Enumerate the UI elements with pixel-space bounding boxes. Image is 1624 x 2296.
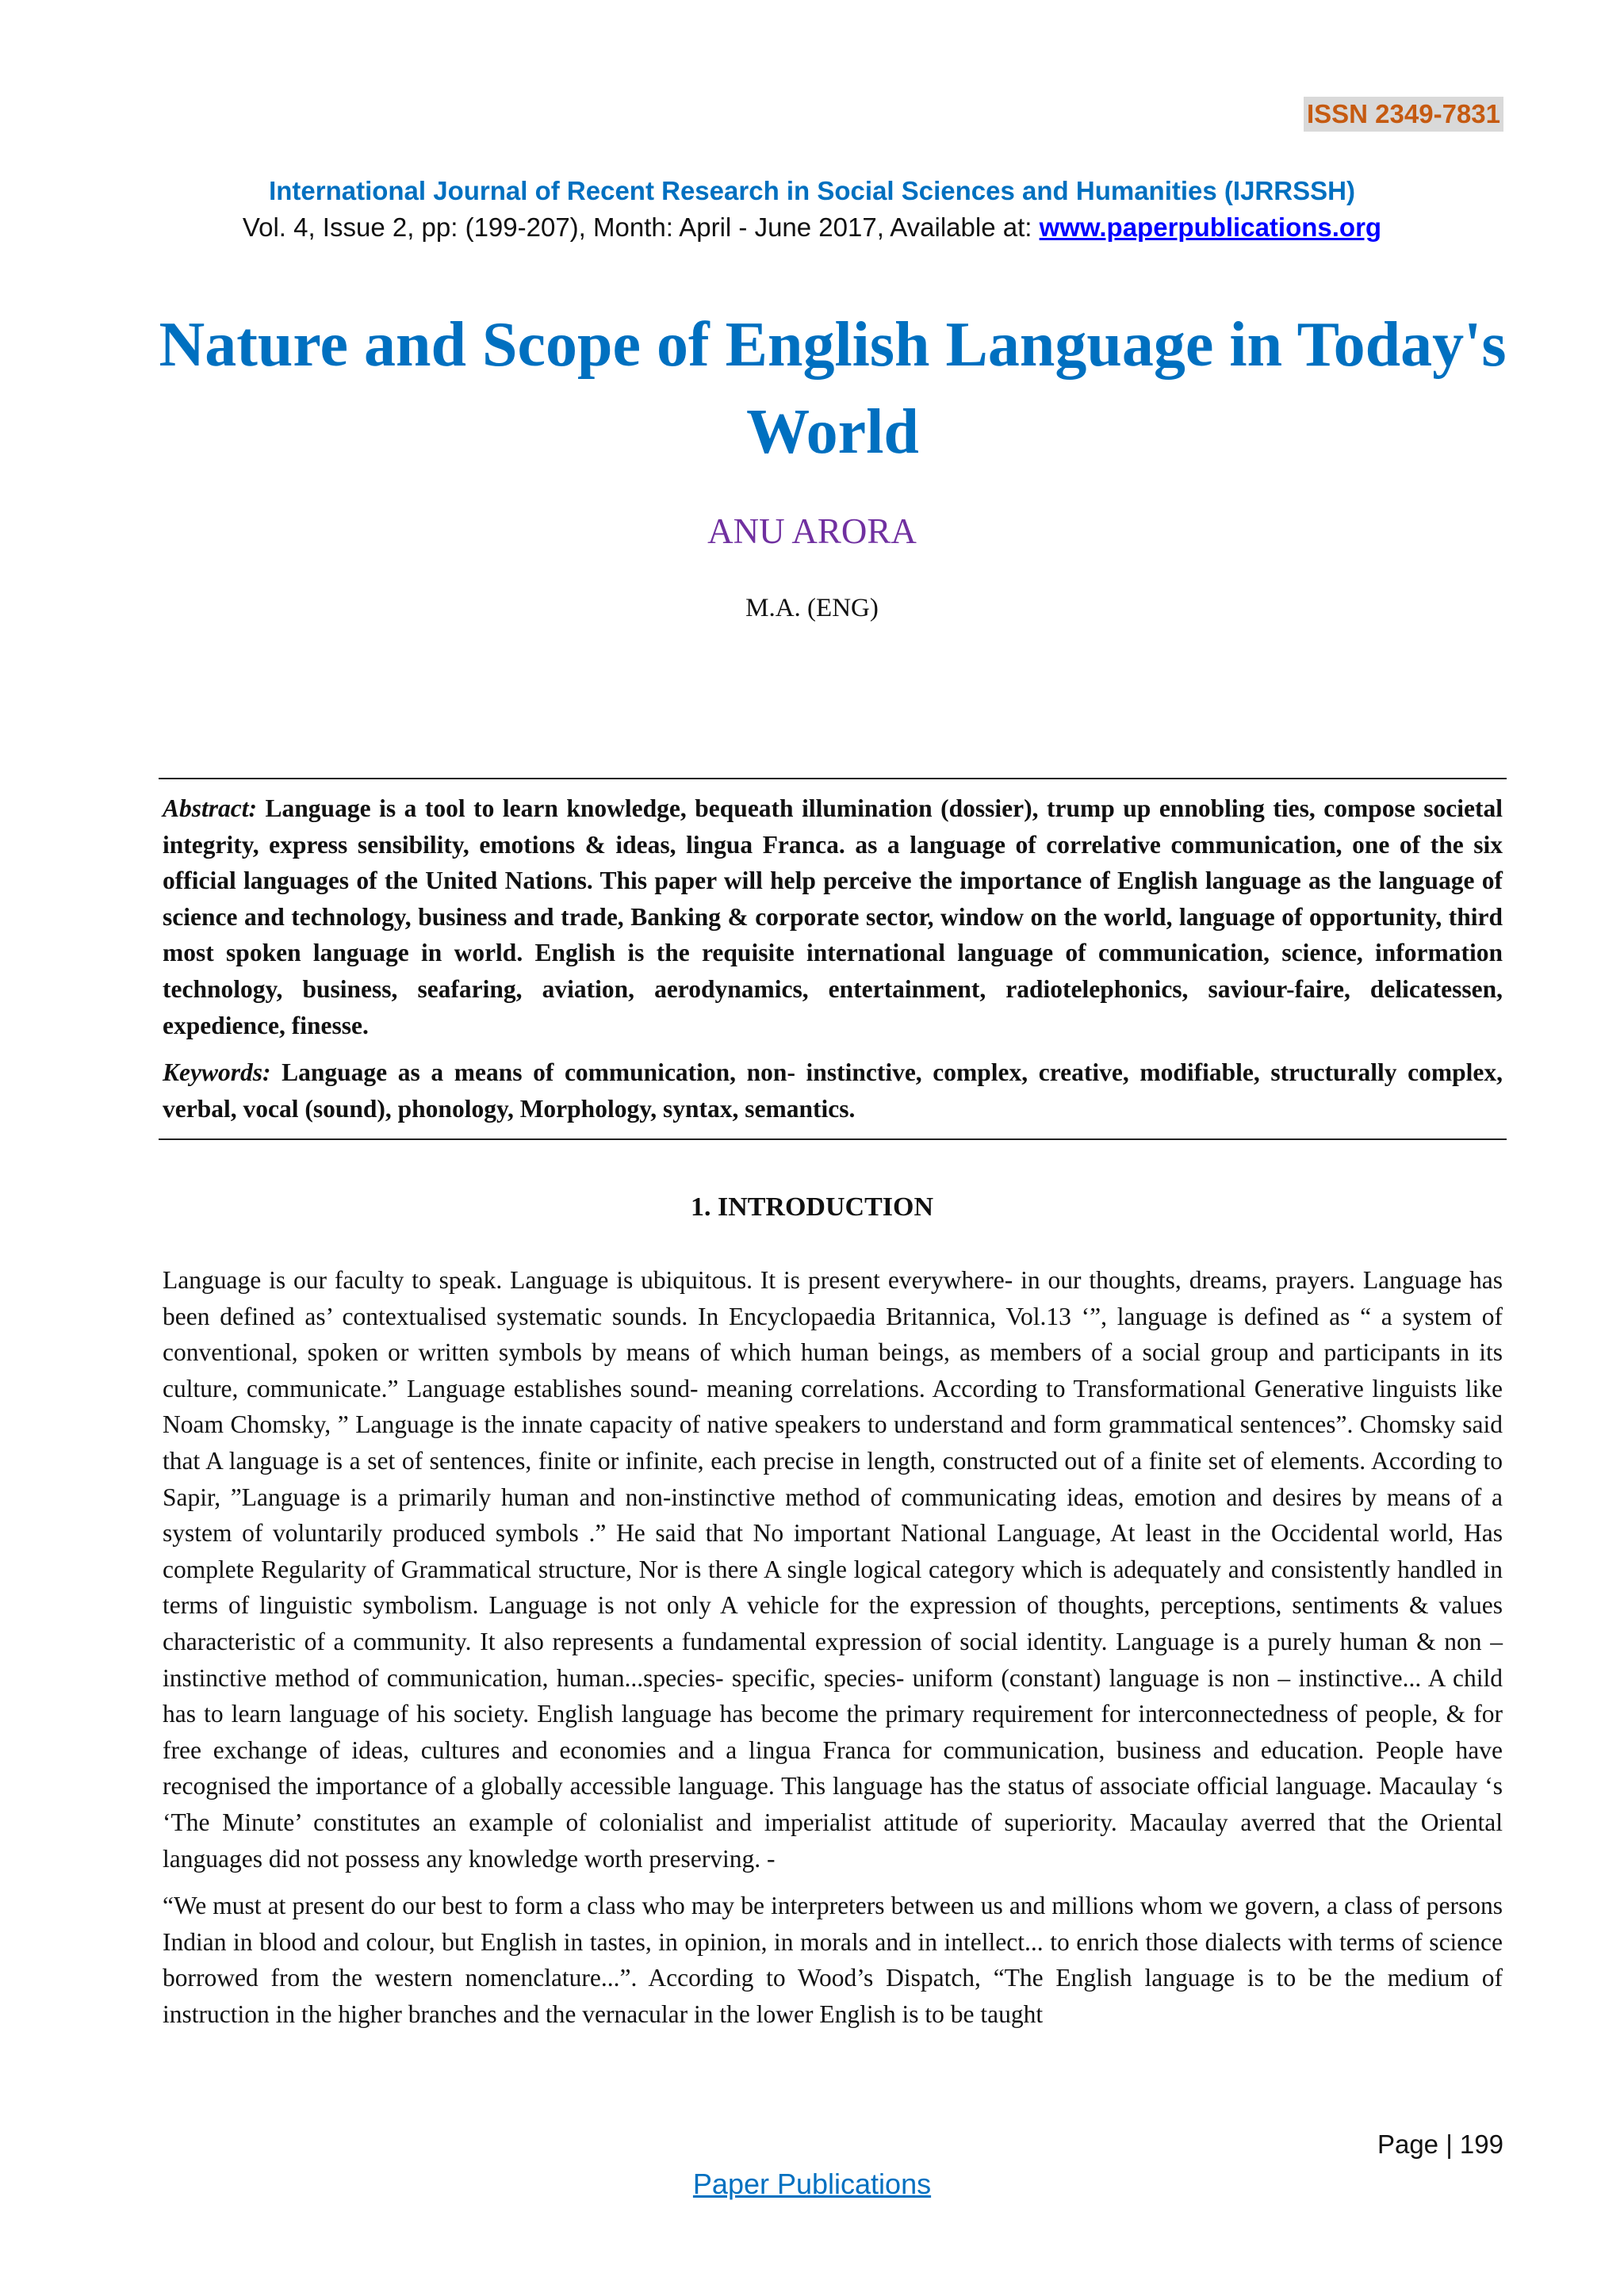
section-heading: 1. INTRODUCTION (690, 1192, 934, 1222)
body-paragraph: Language is our faculty to speak. Language is ubiquitous. It is present everywhere- in our thoughts, dreams, prayers. Language has been defined as’ contextualised systematic sounds. In Encyclopaedia Britannica, Vol.13 ‘”, language is defined as “ a system of conventional, spoken or written symbols by means of which human beings, as members of a social group and participants in its culture, communicate.” Language establishes sound- meaning correlations. According to Transformational Generative linguists like Noam Chomsky, ” Language is the innate capacity of native speakers to understand and form grammatical sentences”. Chomsky said that A language is a set of sentences, finite or infinite, each precise in length, constructed out of a finite set of elements. According to Sapir, ”Language is a primarily human and non-instinctive method of communicating ideas, emotion and desires by means of a system of voluntarily produced symbols .” He said that No important National Language, At least in the Occidental world, Has complete Regularity of Grammatical structure, Nor is there A single logical category which is adequately and consistently handled in terms of linguistic symbolism. Language is not only A vehicle for the expression of thoughts, perceptions, sentiments & values characteristic of a community. It also represents a fundamental expression of social identity. Language is a purely human & non – instinctive method of communication, human...species- specific, species- uniform (constant) language is non – instinctive... A child has to learn language of his society. English language has become the primary requirement for interconnectedness of people, & for free exchange of ideas, cultures and economies and a lingua Franca for communication, business and education. People have recognised the importance of a globally accessible language. This language has the status of associate official language. Macaulay ‘s ‘The Minute’ constitutes an example of colonialist and imperialist attitude of superiority. Macaulay averred that the Oriental languages did not possess any knowledge worth preserving. - (163, 1266, 1503, 1873)
abstract-block (163, 790, 1503, 1138)
abstract-top-rule (159, 778, 1507, 779)
keywords-paragraph (163, 1054, 1503, 1127)
journal-header (0, 173, 1624, 246)
publisher-link[interactable]: Paper Publications (692, 2168, 932, 2200)
footer (0, 2164, 1624, 2204)
volume-info (0, 209, 1624, 246)
body-text (163, 1262, 1503, 2043)
author-name: ANU ARORA (707, 511, 917, 551)
author-degree: M.A. (ENG) (745, 594, 879, 622)
page-number: Page | 199 (1377, 2130, 1503, 2159)
abstract-paragraph (163, 790, 1503, 1043)
body-paragraph: “We must at present do our best to form a class who may be interpreters between us and millions whom we govern, a class of persons Indian in blood and colour, but English in tastes, in opinion, in morals and in intellect... to enrich those dialects with terms of science borrowed from the western nomenclature...”. According to Wood’s Dispatch, “The English language is to be the medium of instruction in the higher branches and the vernacular in the lower English is to be taught (163, 1892, 1503, 2028)
keywords-label: Keywords: (163, 1058, 271, 1087)
volume-text: Vol. 4, Issue 2, pp: (199-207), Month: April - June 2017, Available at: (242, 212, 1040, 242)
website-link[interactable]: www.paperpublications.org (1039, 212, 1382, 242)
paper-title: Nature and Scope of English Language in Today's World (159, 310, 1507, 467)
abstract-label: Abstract: (163, 794, 258, 822)
abstract-text: Language is a tool to learn knowledge, bequeath illumination (dossier), trump up ennobling ties, compose societal integrity, express sensibility, emotions & ideas, lingua Franca. as a language of correlative communication, one of the six official languages of the United Nations. This paper will help perceive the importance of English language as the language of science and technology, business and trade, Banking & corporate sector, window on the world, language of opportunity, third most spoken language in world. English is the requisite international language of communication, science, information technology, business, seafaring, aviation, aerodynamics, entertainment, radiotelephonics, saviour-faire, delicatessen, expedience, finesse. (163, 794, 1503, 1039)
issn-badge: ISSN 2349-7831 (1304, 97, 1503, 132)
journal-name: International Journal of Recent Research in Social Sciences and Humanities (IJRRSSH) (269, 176, 1355, 205)
keywords-text: Language as a means of communication, non- instinctive, complex, creative, modifiable, structurally complex, verbal, vocal (sound), phonology, Morphology, syntax, semantics. (163, 1058, 1503, 1123)
abstract-bottom-rule (159, 1138, 1507, 1140)
